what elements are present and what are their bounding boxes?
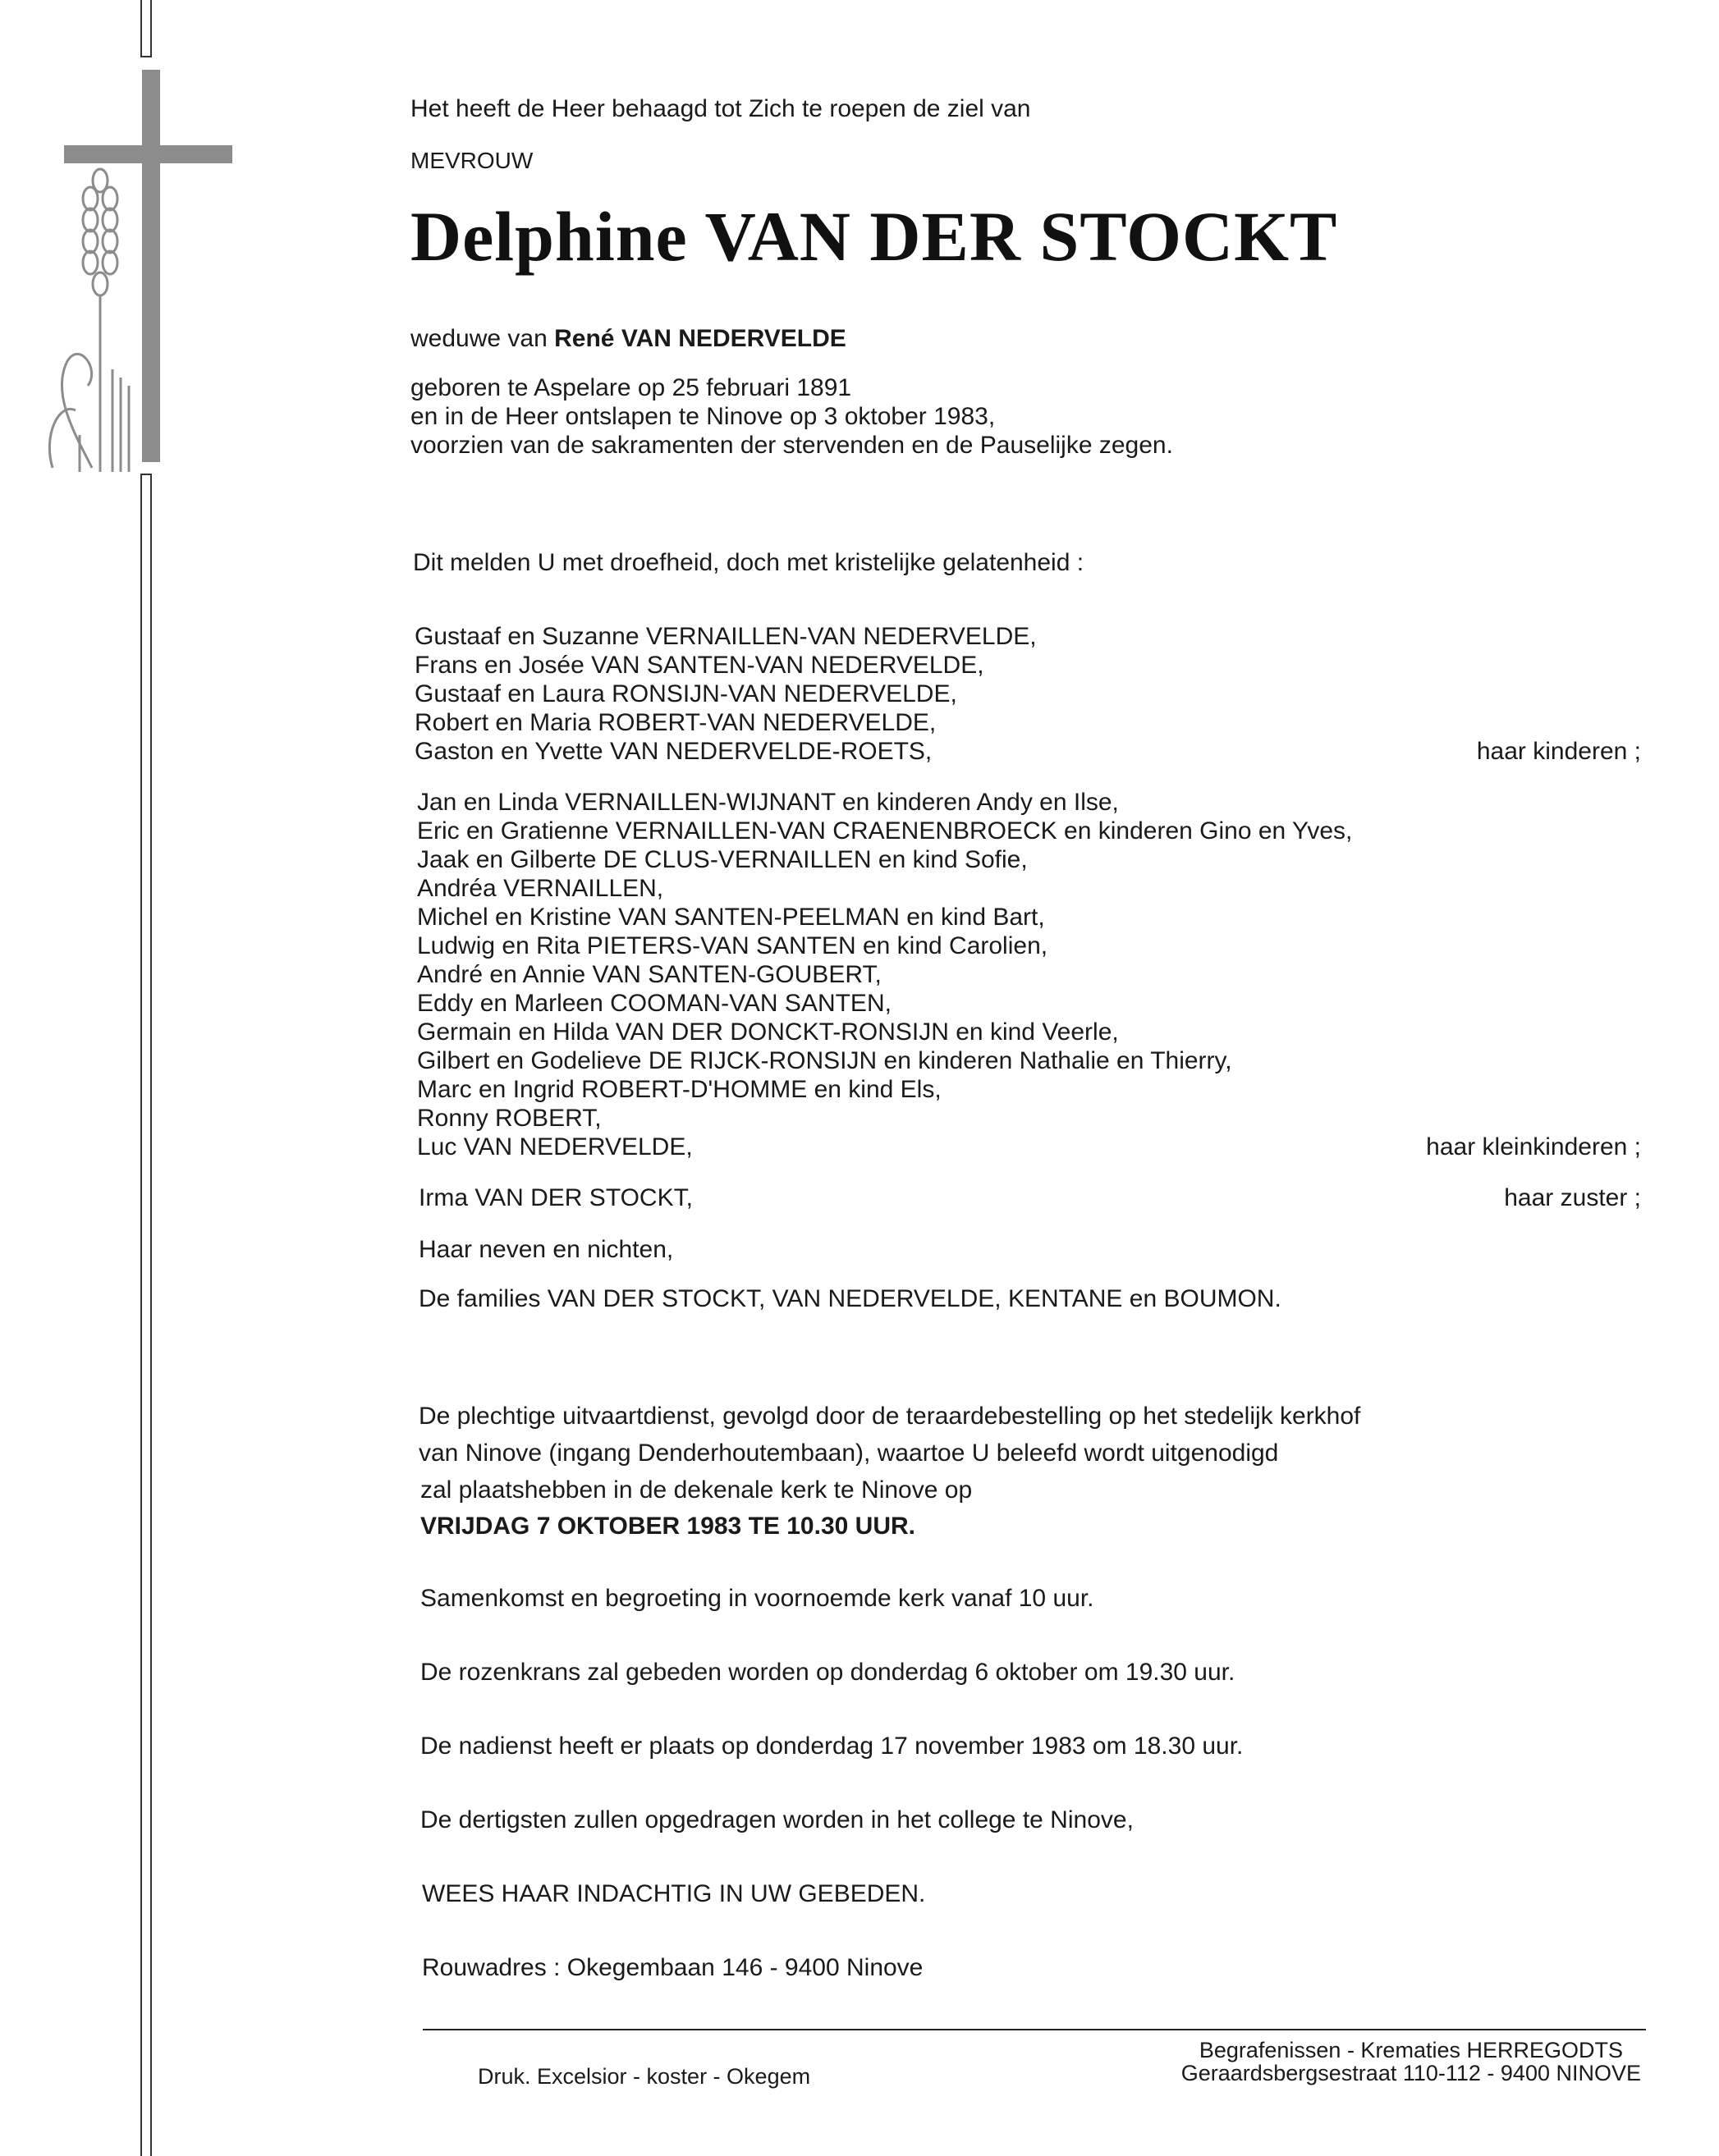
birth-line: geboren te Aspelare op 25 februari 1891 bbox=[410, 374, 852, 401]
thirtieth-line: De dertigsten zullen opgedragen worden in het college te Ninove, bbox=[420, 1806, 1134, 1833]
deceased-name: Delphine VAN DER STOCKT bbox=[410, 197, 1338, 276]
list-item: Ludwig en Rita PIETERS-VAN SANTEN en kind Carolien, bbox=[417, 932, 1048, 959]
cousins-line: Haar neven en nichten, bbox=[419, 1236, 674, 1263]
sacraments-line: voorzien van de sakramenten der stervenden en de Pauselijke zegen. bbox=[410, 432, 1173, 459]
list-item: Luc VAN NEDERVELDE, bbox=[417, 1133, 693, 1160]
printer-credit: Druk. Excelsior - koster - Okegem bbox=[478, 2064, 811, 2089]
families-line: De families VAN DER STOCKT, VAN NEDERVELDE, KENTANE en BOUMON. bbox=[419, 1285, 1281, 1312]
list-item: Jaak en Gilberte DE CLUS-VERNAILLEN en kind Sofie, bbox=[417, 846, 1028, 873]
memorial-line: De nadienst heeft er plaats op donderdag 17 november 1983 om 18.30 uur. bbox=[420, 1733, 1244, 1760]
list-item: Eddy en Marleen COOMAN-VAN SANTEN, bbox=[417, 990, 892, 1017]
service-line: van Ninove (ingang Denderhoutembaan), waartoe U beleefd wordt uitgenodigd bbox=[419, 1440, 1279, 1467]
list-item: Germain en Hilda VAN DER DONCKT-RONSIJN en kind Veerle, bbox=[417, 1018, 1119, 1046]
list-item: Marc en Ingrid ROBERT-D'HOMME en kind Els, bbox=[417, 1076, 942, 1103]
list-item: Frans en Josée VAN SANTEN-VAN NEDERVELDE, bbox=[415, 652, 984, 679]
service-datetime: VRIJDAG 7 OKTOBER 1983 TE 10.30 UUR. bbox=[420, 1513, 915, 1540]
border-rule-top bbox=[140, 0, 152, 57]
list-item: Eric en Gratienne VERNAILLEN-VAN CRAENENBROECK en kinderen Gino en Yves, bbox=[417, 817, 1353, 845]
rosary-line: De rozenkrans zal gebeden worden op donderdag 6 oktober om 19.30 uur. bbox=[420, 1659, 1235, 1686]
children-label: haar kinderen ; bbox=[1476, 738, 1641, 765]
list-item: Gustaaf en Suzanne VERNAILLEN-VAN NEDERVELDE, bbox=[415, 623, 1037, 650]
service-line: De plechtige uitvaartdienst, gevolgd door de teraardebestelling op het stedelijk kerkhof bbox=[419, 1403, 1361, 1430]
list-item: Gustaaf en Laura RONSIJN-VAN NEDERVELDE, bbox=[415, 680, 957, 707]
announcement: Dit melden U met droefheid, doch met kristelijke gelatenheid : bbox=[413, 549, 1084, 576]
cross-icon-horizontal bbox=[64, 145, 232, 163]
list-item: Robert en Maria ROBERT-VAN NEDERVELDE, bbox=[415, 709, 937, 736]
list-item: Michel en Kristine VAN SANTEN-PEELMAN en kind Bart, bbox=[417, 904, 1045, 931]
death-line: en in de Heer ontslapen te Ninove op 3 oktober 1983, bbox=[410, 403, 996, 430]
funeral-home-address: Geraardsbergsestraat 110-112 - 9400 NINOVE bbox=[1180, 2061, 1641, 2085]
widow-name: René VAN NEDERVELDE bbox=[554, 325, 846, 352]
service-line: zal plaatshebben in de dekenale kerk te Ninove op bbox=[420, 1476, 973, 1504]
grandchildren-label: haar kleinkinderen ; bbox=[1426, 1133, 1641, 1160]
address-line: Rouwadres : Okegembaan 146 - 9400 Ninove bbox=[422, 1954, 924, 1981]
list-item: Gilbert en Godelieve DE RIJCK-RONSIJN en kinderen Nathalie en Thierry, bbox=[417, 1047, 1232, 1074]
border-rule-bottom bbox=[140, 474, 152, 2156]
list-item: Jan en Linda VERNAILLEN-WIJNANT en kinderen Andy en Ilse, bbox=[417, 789, 1119, 816]
list-item: Gaston en Yvette VAN NEDERVELDE-ROETS, bbox=[415, 738, 933, 765]
widow-prefix: weduwe van bbox=[410, 325, 548, 352]
list-item: Ronny ROBERT, bbox=[417, 1105, 602, 1132]
cross-icon-vertical bbox=[142, 70, 160, 462]
prayer-line: WEES HAAR INDACHTIG IN UW GEBEDEN. bbox=[422, 1880, 926, 1907]
intro-line: Het heeft de Heer behaagd tot Zich te roepen de ziel van bbox=[410, 95, 1031, 122]
list-item: Andréa VERNAILLEN, bbox=[417, 875, 664, 902]
sister-label: haar zuster ; bbox=[1504, 1184, 1641, 1211]
gathering-line: Samenkomst en begroeting in voornoemde kerk vanaf 10 uur. bbox=[420, 1585, 1094, 1612]
footer-divider bbox=[423, 2029, 1646, 2030]
wheat-icon bbox=[43, 164, 141, 476]
sister-line: Irma VAN DER STOCKT, bbox=[419, 1184, 693, 1211]
title-prefix: MEVROUW bbox=[410, 148, 534, 173]
widow-line bbox=[410, 324, 846, 354]
funeral-home: Begrafenissen - Krematies HERREGODTS bbox=[1199, 2038, 1623, 2062]
list-item: André en Annie VAN SANTEN-GOUBERT, bbox=[417, 961, 882, 988]
